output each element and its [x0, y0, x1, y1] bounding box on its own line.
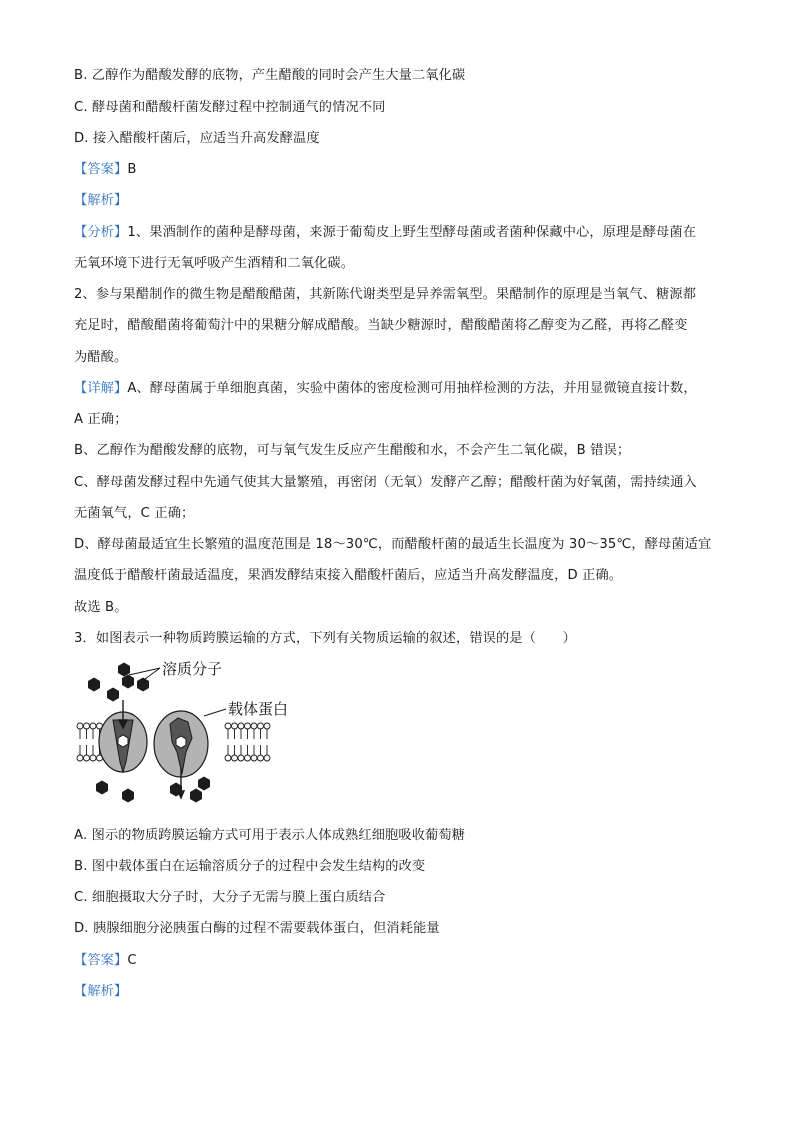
answer-value: C: [127, 953, 137, 968]
q3-stem: 3．如图表示一种物质跨膜运输的方式，下列有关物质运输的叙述，错误的是（ ）: [74, 631, 577, 646]
solute-molecule: [118, 663, 130, 677]
q2-xiangjie-line-1: [74, 379, 734, 399]
q3-option-b: B. 图中载体蛋白在运输溶质分子的过程中会发生结构的改变: [74, 859, 426, 874]
q3-option-a: A. 图示的物质跨膜运输方式可用于表示人体成熟红细胞吸收葡萄糖: [74, 828, 466, 843]
xiangjie-tag: 【详解】: [74, 381, 128, 396]
answer-value: B: [127, 162, 137, 177]
q2-xiangjie-line-4: C、酵母菌发酵过程中先通气使其大量繁殖，再密闭（无氧）发酵产乙醇；醋酸杆菌为好氧菌，需持续通入: [74, 475, 697, 490]
q2-xiangjie-line-2: A 正确；: [74, 412, 128, 427]
xiangjie-text: A、酵母菌属于单细胞真菌，实验中菌体的密度检测可用抽样检测的方法，并用显微镜直接计数，: [127, 381, 697, 396]
q2-fenxi-line-3: 2、参与果醋制作的微生物是醋酸醋菌，其新陈代谢类型是异养需氧型。果醋制作的原理是当氧气、糖源都: [74, 287, 697, 302]
carrier-protein-right: [154, 711, 208, 777]
fenxi-tag: 【分析】: [74, 225, 128, 240]
q3-analysis-heading: [74, 982, 734, 1002]
solute-molecule: [137, 678, 149, 692]
solute-molecule: [176, 736, 186, 748]
q3-option-d: D. 胰腺细胞分泌胰蛋白酶的过程不需要载体蛋白，但消耗能量: [74, 921, 440, 936]
carrier-label: 载体蛋白: [228, 700, 289, 718]
solute-molecules-bottom: [96, 777, 210, 803]
analysis-tag: 【解析】: [74, 984, 128, 999]
q2-option-d: D. 接入醋酸杆菌后，应适当升高发酵温度: [74, 131, 320, 146]
solute-molecule: [122, 675, 134, 689]
q2-option-b: B. 乙醇作为醋酸发酵的底物，产生醋酸的同时会产生大量二氧化碳: [74, 68, 466, 83]
q2-xiangjie-line-6: D、酵母菌最适宜生长繁殖的温度范围是 18～30℃，而醋酸杆菌的最适生长温度为 30～35℃，酵母菌适宜: [74, 537, 712, 552]
q2-answer: [74, 160, 734, 180]
fenxi-text: 1、果酒制作的菌种是酵母菌，来源于葡萄皮上野生型酵母菌或者菌种保藏中心，原理是酵母菌在: [127, 225, 697, 240]
solute-molecule: [190, 789, 202, 803]
carrier-leader-line: [204, 709, 226, 716]
q2-fenxi-line-2: 无氧环境下进行无氧呼吸产生酒精和二氧化碳。: [74, 256, 355, 271]
q2-xiangjie-line-5: 无菌氧气，C 正确；: [74, 506, 195, 521]
q3-answer: [74, 951, 734, 971]
solute-molecule: [96, 781, 108, 795]
solute-label: 溶质分子: [162, 660, 223, 678]
answer-tag: 【答案】: [74, 953, 128, 968]
solute-molecule: [198, 777, 210, 791]
q2-xiangjie-line-3: B、乙醇作为醋酸发酵的底物，可与氧气发生反应产生醋酸和水，不会产生二氧化碳，B 错误；: [74, 443, 631, 458]
solute-molecule: [107, 688, 119, 702]
solute-molecule: [122, 789, 134, 803]
q3-option-c: C. 细胞摄取大分子时，大分子无需与膜上蛋白质结合: [74, 890, 386, 905]
q2-option-c: C. 酵母菌和醋酸杆菌发酵过程中控制通气的情况不同: [74, 100, 386, 115]
solute-molecules-top: [88, 663, 149, 702]
q2-conclusion: 故选 B。: [74, 600, 128, 615]
solute-molecule: [118, 735, 128, 747]
answer-tag: 【答案】: [74, 162, 128, 177]
membrane-transport-figure: [74, 658, 304, 808]
q2-fenxi-line-4: 充足时，醋酸醋菌将葡萄汁中的果糖分解成醋酸。当缺少糖源时，醋酸醋菌将乙醇变为乙醛，再将乙醛变: [74, 318, 688, 333]
q2-analysis-heading: [74, 191, 734, 211]
solute-molecule: [88, 678, 100, 692]
analysis-tag: 【解析】: [74, 193, 128, 208]
q2-fenxi-line-1: [74, 223, 734, 243]
q2-fenxi-line-5: 为醋酸。: [74, 350, 128, 365]
q2-xiangjie-line-7: 温度低于醋酸杆菌最适温度，果酒发酵结束接入醋酸杆菌后，应适当升高发酵温度，D 正确。: [74, 568, 623, 583]
